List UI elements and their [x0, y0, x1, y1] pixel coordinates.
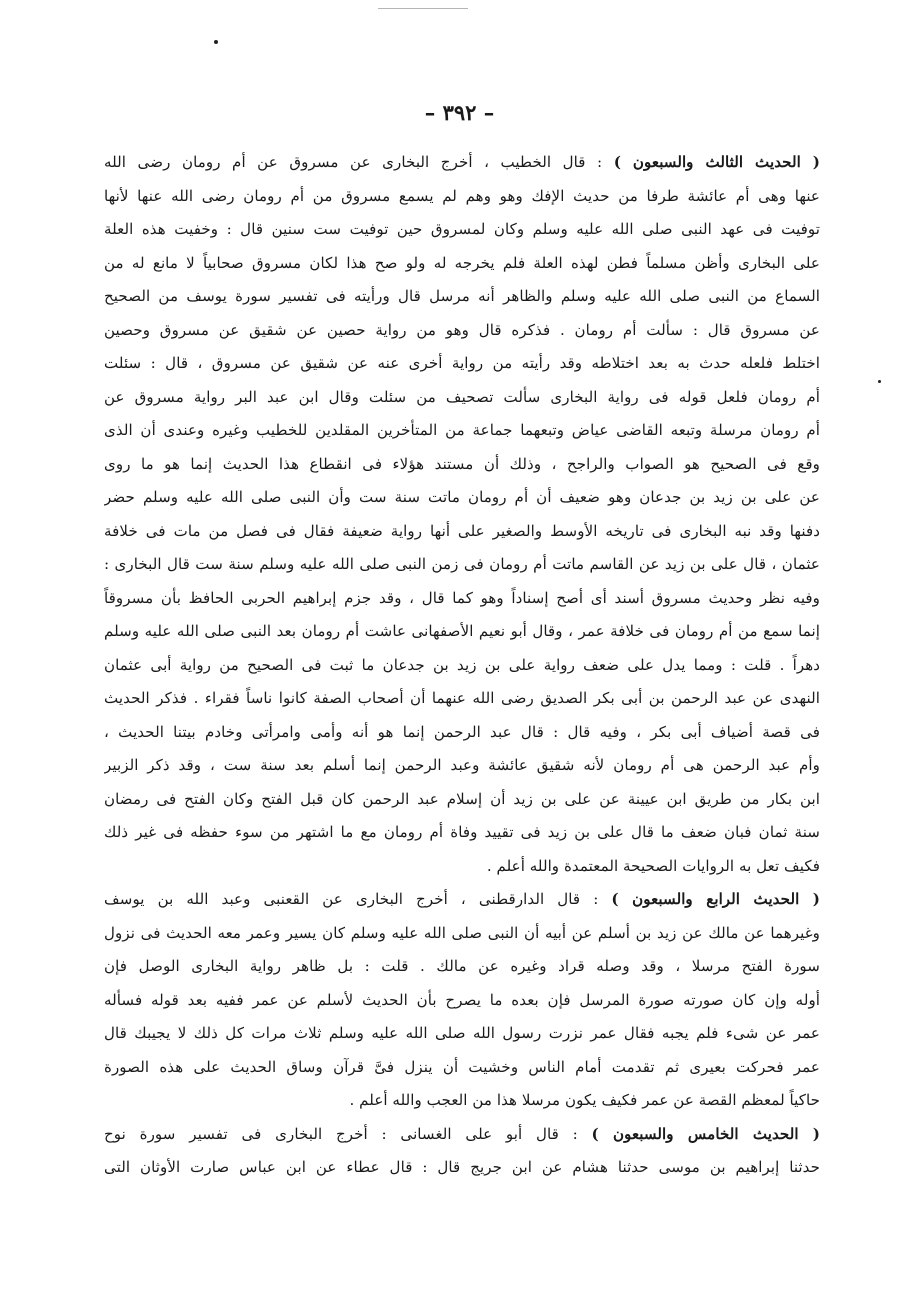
text-line: [104, 247, 820, 281]
line-text: عن مسروق قال : سألت أم رومان . فذكره قال وهو من رواية حصين عن شقيق عن مسروق وحصين: [104, 320, 820, 339]
text-line: [104, 548, 820, 582]
line-text: سورة الفتح مرسلا ، وقد وصله قراد وغيره عن مالك . قلت : بل ظاهر رواية البخارى الوصل فإن: [104, 957, 820, 975]
line-text: سنة ثمان فبان ضعف ما قال على بن زيد فى تقييد وفاة أم رومان مع ما اشتهر من سوء حفظه فى غير ذلك: [104, 823, 820, 841]
text-line: [104, 180, 820, 214]
line-text: توفيت فى عهد النبى صلى الله عليه وسلم وكان لمسروق حين توفيت ست سنين قال : وخفيت هذه العلة: [104, 220, 820, 238]
text-line: [104, 213, 820, 247]
text-line: [104, 883, 820, 917]
ink-speck: [878, 380, 881, 383]
hadith-heading: ( الحديث الثالث والسبعون ): [613, 153, 820, 171]
line-text: أم رومان مرسلة وتبعه القاضى عياض وتبعهما جماعة من المتأخرين المقلدين للخطيب وغيره وعندى أن الذى: [104, 421, 820, 439]
text-line: [104, 280, 820, 314]
text-line: [104, 448, 820, 482]
line-text: السماع من النبى صلى الله عليه وسلم والظاهر أنه مرسل قال ورأيته فى تفسير سورة يوسف من الصحيح: [104, 287, 820, 305]
line-text: عثمان ، قال على بن زيد عن القاسم ماتت أم رومان فى زمن النبى صلى الله عليه وسلم سنة ست قال البخارى :: [104, 555, 820, 573]
line-text: اختلط فلعله حدث به بعد اختلاطه وقد رأيته من رواية أخرى عنه عن شقيق عن مسروق ، قال : سئلت: [104, 354, 820, 372]
hadith-heading: ( الحديث الخامس والسبعون ): [591, 1124, 820, 1143]
text-line: [104, 381, 820, 415]
text-line: [104, 314, 820, 348]
text-line: [104, 615, 820, 649]
text-line: [104, 347, 820, 381]
line-text: فكيف تعل به الروايات الصحيحة المعتمدة والله أعلم .: [486, 856, 820, 875]
text-line: [104, 850, 820, 884]
line-text: عمر عن شىء فلم يجبه فقال عمر نزرت رسول الله صلى الله عليه وسلم ثلاث مرات كل ذلك لا يجيبك قال: [104, 1024, 820, 1042]
line-text: ابن بكار من طريق ابن عيينة عن على بن زيد أن إسلام عبد الرحمن كان قبل الفتح وكان الفتح فى رمضان: [104, 789, 820, 808]
line-text: حاكياً لمعظم القصة عن عمر فكيف يكون مرسلا هذا من العجب والله أعلم .: [349, 1091, 820, 1109]
text-line: [104, 984, 820, 1018]
top-rule: [378, 8, 468, 9]
line-text: : قال الخطيب ، أخرج البخارى عن مسروق عن أم رومان رضى الله: [104, 153, 614, 171]
line-text: وقع فى الصحيح هو الصواب والراجح ، وذلك أن مستند هؤلاء فى انقطاع هذا الحديث إنما هو ما روى: [104, 454, 820, 473]
line-text: إنما سمع من أم رومان فى خلافة عمر ، وقال أبو نعيم الأصفهانى عاشت أم رومان بعد النبى صلى الله عليه وسلم: [104, 622, 820, 640]
text-line: [104, 414, 820, 448]
line-text: عمر فحركت بعيرى ثم تقدمت أمام الناس وخشيت أن ينزل فىَّ قرآن وساق الحديث على هذه الصورة: [104, 1057, 820, 1076]
text-line: [104, 716, 820, 750]
text-line: [104, 649, 820, 683]
text-line: [104, 1017, 820, 1051]
line-text: النهدى عن عبد الرحمن بن أبى بكر الصديق رضى الله عنهما أن أصحاب الصفة كانوا ناساً فقراء . فذكر الحديث: [104, 689, 820, 707]
text-line: [104, 146, 820, 180]
hadith-heading: ( الحديث الرابع والسبعون ): [611, 890, 820, 908]
text-line: [104, 749, 820, 783]
line-text: فى قصة أضياف أبى بكر ، وفيه قال : قال عبد الرحمن إنما هو أنه وأمى وامرأتى وخادم بيتنا الحديث ،: [104, 722, 820, 741]
line-text: عن على بن زيد بن جدعان وهو ضعيف أن أم رومان ماتت سنة ست وأن النبى صلى الله عليه وسلم حضر: [104, 488, 820, 506]
line-text: : قال أبو على الغسانى : أخرج البخارى فى تفسير سورة نوح: [104, 1124, 592, 1143]
text-line: [104, 682, 820, 716]
text-line: [104, 783, 820, 817]
line-text: وأم عبد الرحمن هى أم رومان لأنه شقيق عائشة وعبد الرحمن إنما أسلم بعد سنة ست ، وقد ذكر الزبير: [104, 756, 820, 774]
text-line: [104, 582, 820, 616]
line-text: دهراً . قلت : ومما يدل على ضعف رواية على بن زيد بن جدعان ما ثبت فى الصحيح من رواية أبى عثمان: [104, 655, 820, 674]
ink-speck: [214, 40, 218, 44]
text-line: [104, 950, 820, 984]
text-line: [104, 816, 820, 850]
text-line: [104, 1051, 820, 1085]
text-line: [104, 917, 820, 951]
text-line: [104, 1151, 820, 1185]
line-text: : قال الدارقطنى ، أخرج البخارى عن القعنبى وعبد الله بن يوسف: [104, 890, 612, 908]
book-text-body: [104, 146, 820, 1185]
text-line: [104, 481, 820, 515]
text-line: [104, 1118, 820, 1152]
line-text: عنها وهى أم عائشة طرفا من حديث الإفك وهو وهم لم يسمع مسروق من أم رومان رضى الله عنها لأنها: [104, 186, 820, 205]
line-text: أوله وإن كان صورته صورة المرسل فإن بعده ما يصرح بأن الحديث لأسلم عن عمر ففيه بعد قوله فسأله: [104, 990, 820, 1009]
line-text: دفنها وقد نبه البخارى فى تاريخه الأوسط والصغير على أنها رواية ضعيفة فقال فى فصل من مات فى خلافة: [104, 521, 820, 540]
text-line: [104, 515, 820, 549]
page-number: – ٣٩٢ –: [424, 100, 495, 125]
line-text: وفيه نظر وحديث مسروق أسند أى أصح إسناداً وهو كما قال ، وقد جزم إبراهيم الحربى الحافظ بأن مسروقاً: [104, 588, 820, 607]
line-text: على البخارى وأظن مسلماً فطن لهذه العلة فلم يخرجه له ولو صح هذا لكان مسروق صحابياً لا مانع له من: [104, 253, 820, 272]
line-text: وغيرهما عن مالك عن زيد بن أسلم عن أبيه أن النبى صلى الله عليه وسلم كان يسير وعمر معه الحديث فى نزول: [104, 923, 820, 942]
line-text: حدثنا إبراهيم بن موسى حدثنا هشام عن ابن جريج قال : قال عطاء عن ابن عباس صارت الأوثان التى: [104, 1158, 820, 1176]
text-line: [104, 1084, 820, 1118]
line-text: أم رومان فلعل قوله فى رواية البخارى سألت تصحيف من سئلت وقال ابن عبد البر رواية مسروق عن: [104, 387, 820, 406]
